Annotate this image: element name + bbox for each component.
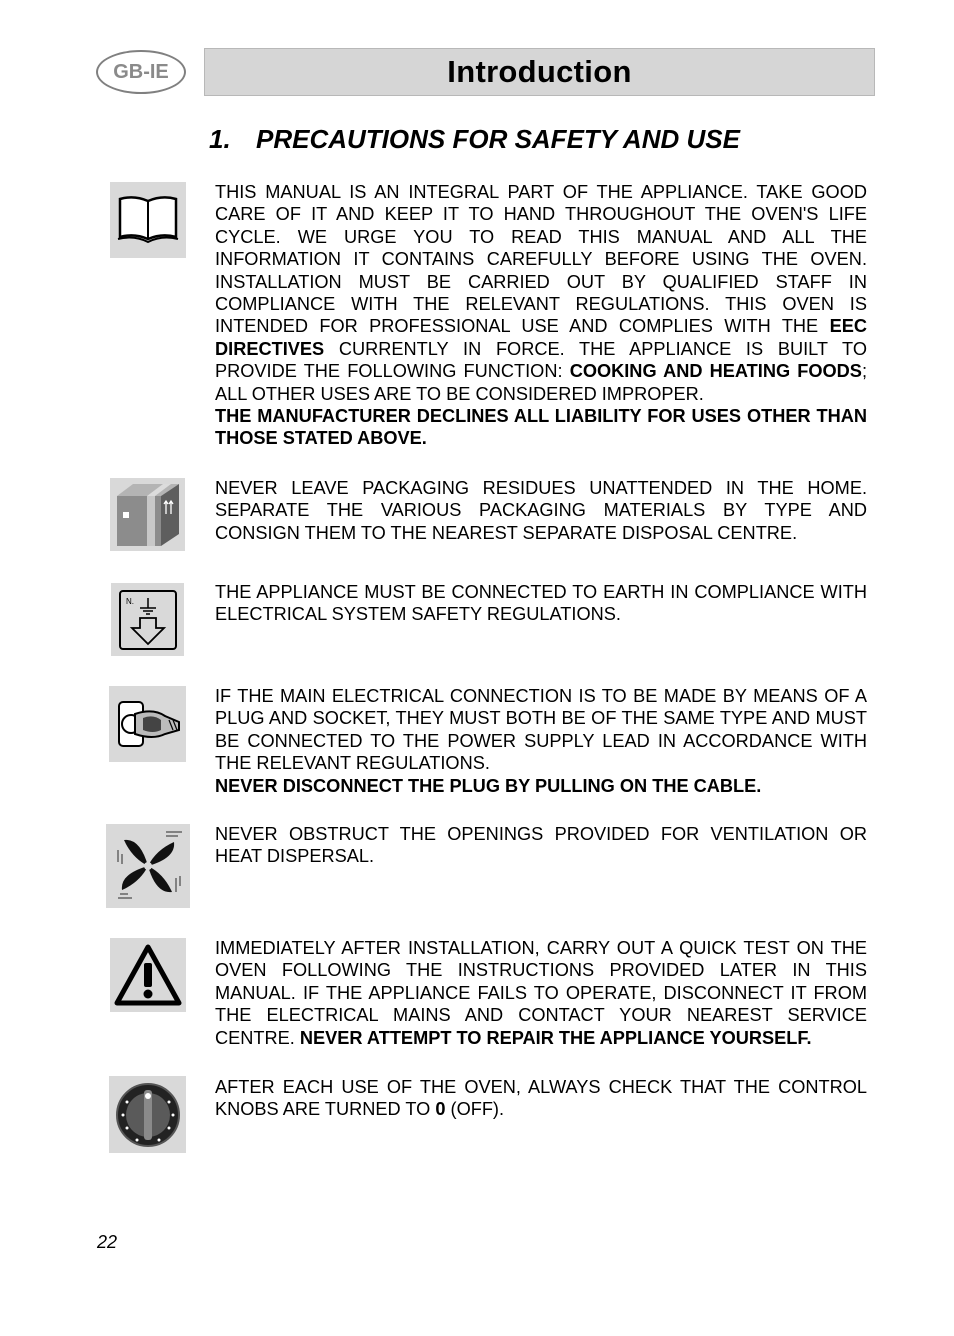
knob-text-end: (OFF).	[445, 1099, 505, 1120]
packaging-paragraph: NEVER LEAVE PACKAGING RESIDUES UNATTENDED IN THE HOME. SEPARATE THE VARIOUS PACKAGING MATERIALS BY TYPE AND CONSIGN THEM TO THE NEAREST SEPARATE DISPOSAL CENTRE.	[215, 478, 867, 543]
knob-text: AFTER EACH USE OF THE OVEN, ALWAYS CHECK THAT THE CONTROL KNOBS ARE TURNED TO	[215, 1077, 867, 1120]
test-paragraph	[215, 937, 867, 1049]
section-heading: PRECAUTIONS FOR SAFETY AND USE	[256, 124, 740, 154]
plug-warning-text: NEVER DISCONNECT THE PLUG BY PULLING ON THE CABLE.	[215, 775, 762, 796]
manual-text-function: COOKING AND HEATING FOODS	[569, 361, 862, 382]
manual-text-2: CURRENTLY IN FORCE. THE APPLIANCE IS BUILT TO PROVIDE THE FOLLOWING FUNCTION:	[215, 338, 867, 382]
earth-paragraph: THE APPLIANCE MUST BE CONNECTED TO EARTH IN COMPLIANCE WITH ELECTRICAL SYSTEM SAFETY REGULATIONS.	[215, 582, 867, 625]
ventilation-paragraph: NEVER OBSTRUCT THE OPENINGS PROVIDED FOR VENTILATION OR HEAT DISPERSAL.	[215, 824, 867, 867]
manual-liability-text: THE MANUFACTURER DECLINES ALL LIABILITY FOR USES OTHER THAN THOSE STATED ABOVE.	[215, 406, 867, 449]
section-number: 1.	[209, 124, 231, 154]
manual-text-1: THIS MANUAL IS AN INTEGRAL PART OF THE APPLIANCE. TAKE GOOD CARE OF IT AND KEEP IT TO HAND THROUGHOUT THE OVEN'S LIFE CYCLE. WE URGE YOU TO READ THIS MANUAL AND ALL THE INFORMATION IT CONTAINS CAREFULLY BEFORE USING THE OVEN. INSTALLATION MUST BE CARRIED OUT BY QUALIFIED STAFF IN COMPLIANCE WITH THE RELEVANT REGULATIONS. THIS OVEN IS INTENDED FOR PROFESSIONAL USE AND COMPLIES WITH THE	[215, 182, 867, 337]
header-bar	[204, 48, 875, 96]
packaging-box-icon	[110, 478, 185, 551]
test-warning-text: NEVER ATTEMPT TO REPAIR THE APPLIANCE YOURSELF.	[299, 1027, 812, 1048]
earth-ground-icon	[111, 583, 184, 656]
plug-text: IF THE MAIN ELECTRICAL CONNECTION IS TO BE MADE BY MEANS OF A PLUG AND SOCKET, THEY MUST BOTH BE OF THE SAME TYPE AND MUST BE CONNECTED TO THE POWER SUPPLY LEAD IN ACCORDANCE WITH THE RELEVANT REGULATIONS.	[215, 686, 867, 774]
plug-socket-icon	[109, 686, 186, 762]
control-knob-icon	[109, 1076, 186, 1153]
warning-triangle-icon	[110, 938, 186, 1012]
manual-book-icon	[110, 182, 186, 258]
knob-paragraph	[215, 1076, 867, 1121]
page-title: Introduction	[447, 54, 632, 89]
manual-text-3: ; ALL OTHER USES ARE TO BE CONSIDERED IMPROPER.	[215, 361, 868, 404]
test-text: IMMEDIATELY AFTER INSTALLATION, CARRY OUT A QUICK TEST ON THE OVEN FOLLOWING THE INSTRUCTIONS PROVIDED LATER IN THIS MANUAL. IF THE APPLIANCE FAILS TO OPERATE, DISCONNECT IT FROM THE ELECTRICAL MAINS AND CONTACT YOUR NEAREST SERVICE CENTRE.	[215, 938, 867, 1048]
section-title	[209, 124, 740, 155]
region-badge-label: GB-IE	[113, 60, 169, 83]
page-number: 22	[97, 1232, 118, 1252]
ventilation-fan-icon	[106, 824, 190, 908]
plug-paragraph	[215, 685, 867, 797]
knob-off-value: 0	[435, 1099, 446, 1120]
region-badge	[96, 50, 186, 94]
earth-icon-label: N.	[125, 596, 134, 606]
manual-text-eec: EEC DIRECTIVES	[215, 316, 867, 359]
manual-paragraph	[215, 181, 867, 450]
